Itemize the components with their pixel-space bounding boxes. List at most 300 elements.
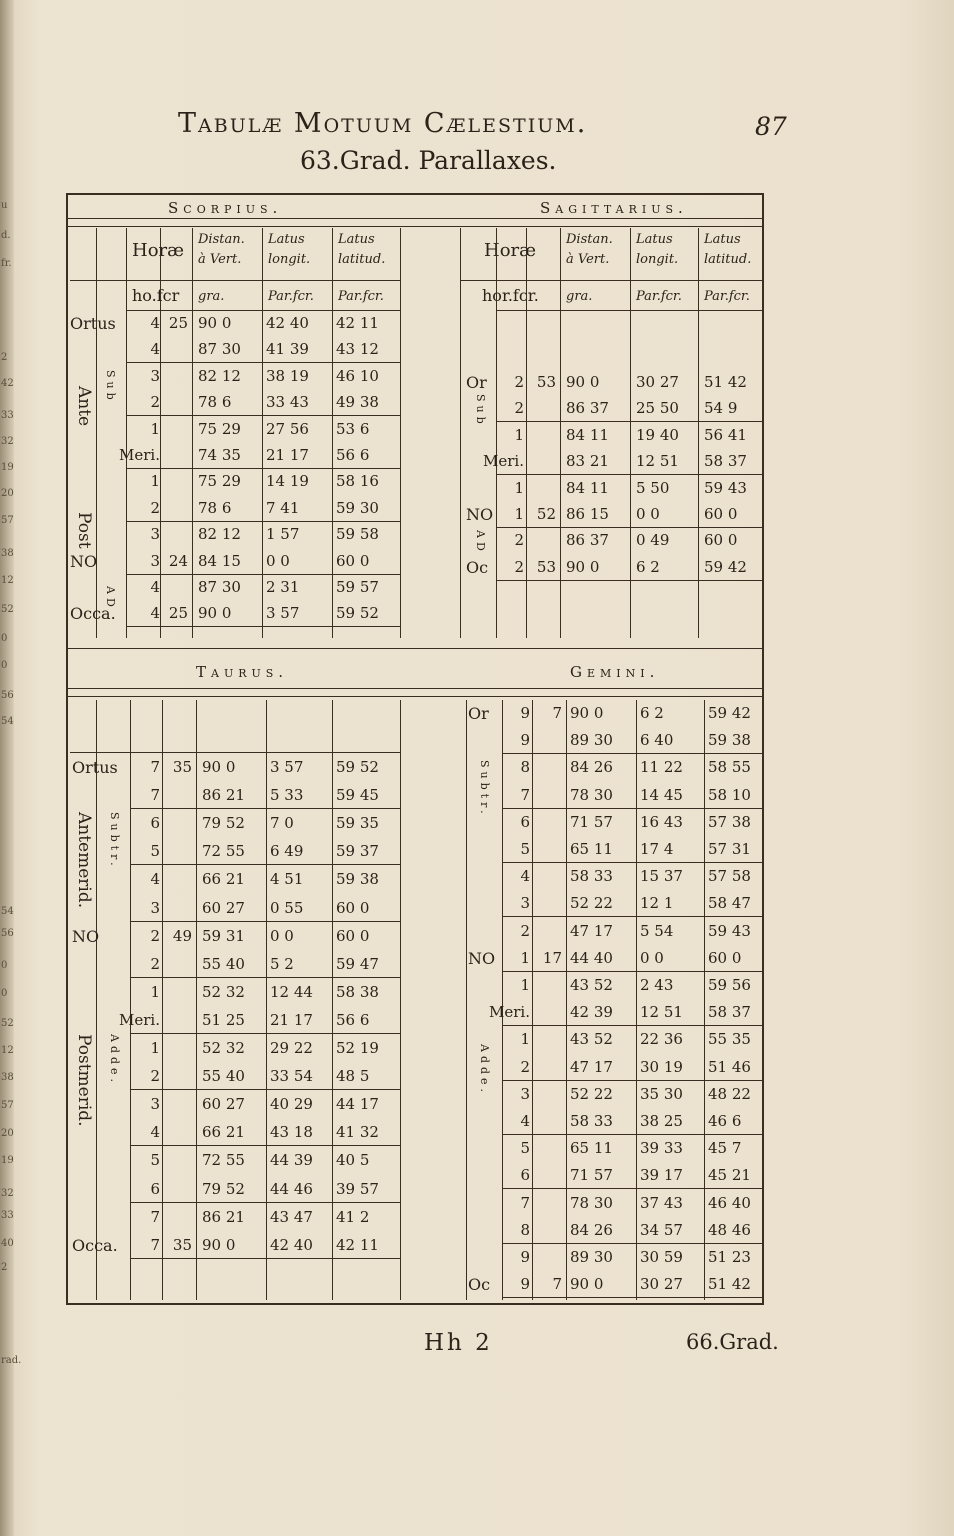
header-horae-right: Horæ (484, 240, 537, 261)
parallax-longitude-cell: 30 27 (640, 1275, 683, 1294)
parallax-latitude-cell: 58 37 (708, 1003, 751, 1022)
distance-cell: 82 12 (198, 366, 241, 385)
row-rule (496, 474, 762, 475)
parallax-latitude-cell: 58 55 (708, 758, 751, 777)
distance-cell: 71 57 (570, 1166, 613, 1185)
rule-line (68, 696, 762, 697)
parallax-latitude-cell: 46 6 (708, 1112, 742, 1130)
running-head: Tabulæ Motuum Cælestium. (178, 108, 588, 139)
row-rule (130, 1258, 400, 1259)
rule-line (566, 700, 567, 1300)
hour-cell: Meri. (119, 446, 160, 464)
margin-number: 57 (1, 515, 14, 526)
side-label-ante: Ante (74, 386, 94, 427)
row-rule (126, 521, 400, 522)
parallax-latitude-cell: 49 38 (336, 393, 379, 412)
parallax-longitude-cell: 44 46 (270, 1179, 313, 1198)
parallax-longitude-cell: 39 33 (640, 1139, 683, 1158)
hour-cell: 9 (520, 1275, 530, 1294)
distance-cell: 52 32 (202, 1039, 245, 1057)
row-rule (502, 1297, 762, 1298)
row-label: Oc (468, 1275, 491, 1295)
parallax-longitude-cell: 43 47 (270, 1207, 313, 1226)
parallax-longitude-cell: 5 54 (640, 921, 674, 940)
margin-number: 38 (1, 1072, 14, 1083)
header-horfcr-right: hor.fcr. (482, 286, 539, 305)
parallax-latitude-cell: 51 23 (708, 1248, 751, 1266)
rule-line (68, 226, 762, 227)
header-latitud-right: latitud. (704, 252, 752, 267)
rule-line (126, 310, 400, 311)
hour-cell: 4 (150, 604, 160, 623)
row-rule (496, 580, 762, 581)
hour-cell: 6 (150, 814, 160, 833)
parallax-latitude-cell: 59 58 (336, 525, 379, 544)
distance-cell: 66 21 (202, 1123, 245, 1142)
rule-line (526, 228, 527, 638)
margin-number: 32 (1, 436, 14, 447)
hour-cell: 2 (520, 1057, 530, 1076)
margin-number: 2 (1, 1262, 8, 1273)
sign-title-sagittarius: Sagittarius. (540, 199, 688, 217)
row-label: Or (466, 373, 487, 392)
row-rule (502, 1188, 762, 1189)
parallax-latitude-cell: 56 6 (336, 1010, 370, 1029)
parallax-latitude-cell: 60 0 (336, 551, 370, 570)
parallax-longitude-cell: 0 0 (636, 505, 660, 523)
rule-line (400, 228, 401, 638)
distance-cell: 42 39 (570, 1003, 613, 1022)
parallax-longitude-cell: 2 43 (640, 976, 674, 994)
hour-cell: 4 (520, 867, 530, 886)
hour-cell: 7 (150, 786, 160, 805)
side-label-post: Post (74, 512, 94, 549)
minute-cell: 53 (536, 373, 556, 391)
margin-number: rad. (1, 1355, 22, 1366)
parallax-latitude-cell: 59 47 (336, 954, 379, 973)
parallax-longitude-cell: 4 51 (270, 870, 304, 889)
hour-cell: 2 (150, 954, 160, 973)
hour-cell: 2 (150, 926, 160, 945)
side-label-postmerid: Postmerid. (74, 1034, 94, 1127)
row-rule (126, 574, 400, 575)
hour-cell: 1 (514, 478, 524, 497)
hour-cell: 5 (150, 1151, 160, 1170)
parallax-longitude-cell: 43 18 (270, 1123, 313, 1142)
distance-cell: 47 17 (570, 1057, 613, 1076)
rule-line (162, 700, 163, 1300)
distance-cell: 87 30 (198, 578, 241, 596)
rule-line (70, 280, 400, 281)
margin-number: fr. (1, 258, 12, 269)
parallax-latitude-cell: 58 10 (708, 785, 751, 804)
header-avert-right: à Vert. (566, 252, 610, 267)
parallax-latitude-cell: 59 30 (336, 498, 379, 517)
hour-cell: 7 (150, 758, 160, 776)
parallax-latitude-cell: 59 42 (704, 557, 747, 576)
distance-cell: 65 11 (570, 840, 613, 858)
margin-number: 52 (1, 1018, 14, 1029)
parallax-longitude-cell: 0 0 (270, 926, 294, 945)
rule-line (196, 700, 197, 1300)
parallax-longitude-cell: 6 2 (636, 557, 660, 576)
parallax-longitude-cell: 14 19 (266, 472, 309, 491)
parallax-longitude-cell: 5 2 (270, 954, 294, 973)
distance-cell: 74 35 (198, 446, 241, 464)
parallax-latitude-cell: 46 10 (336, 366, 379, 385)
margin-number: 0 (1, 988, 8, 999)
row-rule (130, 1089, 400, 1090)
parallax-latitude-cell: 43 12 (336, 340, 379, 359)
distance-cell: 84 26 (570, 1220, 613, 1239)
parallax-longitude-cell: 0 49 (636, 531, 670, 550)
margin-number: 56 (1, 928, 14, 939)
rule-line (560, 228, 561, 638)
parallax-longitude-cell: 11 22 (640, 758, 683, 777)
rule-line (262, 228, 263, 638)
hour-cell: 6 (520, 812, 530, 831)
minute-cell: 25 (168, 604, 188, 623)
parallax-longitude-cell: 38 25 (640, 1112, 683, 1130)
header-latus2-right: Latus (704, 232, 741, 247)
hour-cell: 3 (520, 894, 530, 913)
hour-cell: 7 (520, 785, 530, 804)
parallax-longitude-cell: 6 2 (640, 704, 664, 722)
parallax-latitude-cell: 57 58 (708, 867, 751, 886)
parallax-longitude-cell: 12 44 (270, 982, 313, 1001)
header-parfcr1-left: Par.fcr. (268, 289, 314, 304)
distance-cell: 79 52 (202, 814, 245, 833)
distance-cell: 75 29 (198, 472, 241, 491)
distance-cell: 72 55 (202, 1151, 245, 1170)
sub-label-ad-right: AD (474, 530, 487, 555)
parallax-latitude-cell: 45 21 (708, 1166, 751, 1185)
row-rule (502, 1134, 762, 1135)
hour-cell: 2 (520, 921, 530, 940)
margin-number: 0 (1, 633, 8, 644)
parallax-latitude-cell: 59 43 (704, 478, 747, 497)
parallax-longitude-cell: 39 17 (640, 1166, 683, 1185)
distance-cell: 84 11 (566, 425, 609, 444)
row-rule (130, 808, 400, 809)
hour-cell: 3 (150, 898, 160, 917)
hour-cell: 2 (150, 1067, 160, 1086)
hour-cell: 4 (150, 314, 160, 332)
parallax-latitude-cell: 52 19 (336, 1039, 379, 1057)
rule-line (332, 700, 333, 1300)
parallax-longitude-cell: 37 43 (640, 1193, 683, 1212)
parallax-latitude-cell: 41 2 (336, 1207, 370, 1226)
hour-cell: 6 (150, 1179, 160, 1198)
parallax-latitude-cell: 41 32 (336, 1123, 379, 1142)
distance-cell: 87 30 (198, 340, 241, 359)
sub-label-adde-right: Adde. (478, 1044, 491, 1097)
row-rule (130, 1202, 400, 1203)
distance-cell: 86 15 (566, 505, 609, 523)
hour-cell: Meri. (119, 1010, 160, 1029)
row-rule (502, 753, 762, 754)
hour-cell: 2 (514, 531, 524, 550)
distance-cell: 51 25 (202, 1010, 245, 1029)
margin-number: 0 (1, 660, 8, 671)
row-rule (496, 421, 762, 422)
sign-title-scorpius: Scorpius. (168, 199, 283, 217)
hour-cell: 3 (150, 525, 160, 544)
hour-cell: 7 (150, 1207, 160, 1226)
row-rule (502, 1243, 762, 1244)
parallax-longitude-cell: 12 51 (636, 452, 679, 471)
margin-number: 20 (1, 488, 14, 499)
margin-number: 42 (1, 378, 14, 389)
parallax-latitude-cell: 58 37 (704, 452, 747, 471)
distance-cell: 60 27 (202, 898, 245, 917)
sub-label-subtr-right: Subtr. (478, 760, 491, 818)
hour-cell: 3 (150, 1095, 160, 1114)
parallax-longitude-cell: 42 40 (266, 314, 309, 332)
distance-cell: 78 6 (198, 498, 232, 517)
hour-cell: 1 (150, 472, 160, 491)
parallax-latitude-cell: 59 57 (336, 578, 379, 596)
parallax-latitude-cell: 51 46 (708, 1057, 751, 1076)
distance-cell: 90 0 (198, 314, 232, 332)
row-label: Occa. (70, 604, 116, 624)
parallax-latitude-cell: 59 35 (336, 814, 379, 833)
distance-cell: 84 26 (570, 758, 613, 777)
distance-cell: 86 37 (566, 531, 609, 550)
margin-number: 40 (1, 1238, 14, 1249)
parallax-longitude-cell: 41 39 (266, 340, 309, 359)
parallax-longitude-cell: 30 59 (640, 1248, 683, 1266)
hour-cell: 9 (520, 704, 530, 722)
parallax-longitude-cell: 3 57 (270, 758, 304, 776)
distance-cell: 43 52 (570, 1030, 613, 1049)
parallax-longitude-cell: 0 0 (266, 551, 290, 570)
row-rule (130, 864, 400, 865)
distance-cell: 55 40 (202, 1067, 245, 1086)
margin-number: 54 (1, 716, 14, 727)
rule-line (460, 228, 461, 638)
page-number: 87 (755, 112, 787, 141)
sub-label-adde-left: Adde. (108, 1034, 121, 1087)
margin-number: 38 (1, 548, 14, 559)
catchword: 66.Grad. (686, 1330, 779, 1354)
margin-number: 12 (1, 1045, 14, 1056)
header-parfcr2-right: Par.fcr. (704, 289, 750, 304)
distance-cell: 84 11 (566, 478, 609, 497)
minute-cell: 17 (542, 948, 562, 967)
parallax-latitude-cell: 45 7 (708, 1139, 742, 1158)
parallax-latitude-cell: 59 38 (708, 731, 751, 750)
distance-cell: 78 6 (198, 393, 232, 412)
header-avert-left: à Vert. (198, 252, 242, 267)
distance-cell: 52 22 (570, 1084, 613, 1103)
header-longit-left: longit. (268, 252, 311, 267)
parallax-latitude-cell: 60 0 (704, 531, 738, 550)
row-label: Occa. (72, 1235, 118, 1255)
distance-cell: 86 21 (202, 786, 245, 805)
rule-line (192, 228, 193, 638)
margin-number: d. (1, 230, 11, 241)
sub-label-subtr-left: Subtr. (108, 812, 121, 870)
parallax-latitude-cell: 51 42 (704, 373, 747, 391)
distance-cell: 90 0 (198, 604, 232, 623)
header-gra-left: gra. (198, 289, 225, 304)
sub-label-sub-right: Sub (474, 394, 487, 428)
hour-cell: 5 (150, 842, 160, 861)
parallax-latitude-cell: 60 0 (336, 926, 370, 945)
hour-cell: 4 (150, 578, 160, 596)
parallax-latitude-cell: 56 6 (336, 446, 370, 464)
subheading: 63.Grad. Parallaxes. (300, 146, 557, 175)
distance-cell: 86 21 (202, 1207, 245, 1226)
parallax-latitude-cell: 58 47 (708, 894, 751, 913)
row-label: Ortus (70, 314, 116, 333)
distance-cell: 82 12 (198, 525, 241, 544)
distance-cell: 44 40 (570, 948, 613, 967)
parallax-latitude-cell: 59 38 (336, 870, 379, 889)
row-label: NO (70, 551, 98, 571)
side-label-antemerid: Antemerid. (74, 812, 94, 909)
hour-cell: 2 (514, 373, 524, 391)
parallax-longitude-cell: 12 51 (640, 1003, 683, 1022)
distance-cell: 78 30 (570, 1193, 613, 1212)
parallax-longitude-cell: 7 0 (270, 814, 294, 833)
rule-line (400, 700, 401, 1300)
hour-cell: 7 (520, 1193, 530, 1212)
header-horae-left: Horæ (132, 240, 185, 261)
distance-cell: 43 52 (570, 976, 613, 994)
margin-number: 0 (1, 960, 8, 971)
parallax-latitude-cell: 42 11 (336, 314, 379, 332)
distance-cell: 78 30 (570, 785, 613, 804)
margin-number: u (1, 200, 8, 211)
distance-cell: 59 31 (202, 926, 245, 945)
parallax-longitude-cell: 22 36 (640, 1030, 683, 1049)
hour-cell: 1 (520, 948, 530, 967)
hour-cell: 4 (520, 1112, 530, 1130)
parallax-longitude-cell: 30 27 (636, 373, 679, 391)
row-rule (502, 1025, 762, 1026)
parallax-longitude-cell: 1 57 (266, 525, 300, 544)
rule-line (126, 228, 127, 638)
distance-cell: 90 0 (202, 1235, 236, 1254)
hour-cell: 6 (520, 1166, 530, 1185)
parallax-longitude-cell: 15 37 (640, 867, 683, 886)
parallax-latitude-cell: 54 9 (704, 399, 738, 418)
row-label: Or (468, 704, 489, 723)
distance-cell: 90 0 (570, 1275, 604, 1294)
parallax-longitude-cell: 6 40 (640, 731, 674, 750)
distance-cell: 79 52 (202, 1179, 245, 1198)
margin-number: 19 (1, 1155, 14, 1166)
parallax-latitude-cell: 42 11 (336, 1235, 379, 1254)
distance-cell: 47 17 (570, 921, 613, 940)
header-latus2-left: Latus (338, 232, 375, 247)
row-label: Oc (466, 557, 489, 577)
parallax-latitude-cell: 56 41 (704, 425, 747, 444)
row-rule (496, 527, 762, 528)
hour-cell: 1 (150, 1039, 160, 1057)
distance-cell: 65 11 (570, 1139, 613, 1158)
row-rule (502, 862, 762, 863)
signature-mark: Hh 2 (424, 1330, 493, 1356)
parallax-latitude-cell: 60 0 (336, 898, 370, 917)
row-label: Ortus (72, 758, 118, 777)
parallax-longitude-cell: 44 39 (270, 1151, 313, 1170)
parallax-longitude-cell: 0 0 (640, 948, 664, 967)
parallax-latitude-cell: 59 52 (336, 758, 379, 776)
rule-line (266, 700, 267, 1300)
distance-cell: 89 30 (570, 731, 613, 750)
margin-number: 54 (1, 906, 14, 917)
rule-line (96, 700, 97, 1300)
hour-cell: 5 (520, 1139, 530, 1158)
parallax-longitude-cell: 3 57 (266, 604, 300, 623)
hour-cell: 1 (520, 1030, 530, 1049)
minute-cell: 7 (552, 704, 562, 722)
parallax-longitude-cell: 25 50 (636, 399, 679, 418)
row-label: NO (466, 505, 494, 524)
hour-cell: 2 (514, 399, 524, 418)
margin-number: 57 (1, 1100, 14, 1111)
distance-cell: 90 0 (566, 557, 600, 576)
row-rule (130, 921, 400, 922)
parallax-latitude-cell: 59 56 (708, 976, 751, 994)
row-rule (130, 1145, 400, 1146)
parallax-longitude-cell: 16 43 (640, 812, 683, 831)
parallax-latitude-cell: 44 17 (336, 1095, 379, 1114)
distance-cell: 72 55 (202, 842, 245, 861)
hour-cell: 1 (150, 419, 160, 438)
parallax-longitude-cell: 6 49 (270, 842, 304, 861)
parallax-longitude-cell: 33 54 (270, 1067, 313, 1086)
parallax-latitude-cell: 57 38 (708, 812, 751, 831)
parallax-longitude-cell: 38 19 (266, 366, 309, 385)
parallax-longitude-cell: 40 29 (270, 1095, 313, 1114)
margin-number: 20 (1, 1128, 14, 1139)
rule-line (502, 700, 503, 1300)
rule-line (68, 218, 762, 219)
parallax-latitude-cell: 46 40 (708, 1193, 751, 1212)
rule-line (630, 228, 631, 638)
header-latus1-left: Latus (268, 232, 305, 247)
row-rule (130, 1033, 400, 1034)
parallax-latitude-cell: 59 42 (708, 704, 751, 722)
parallax-longitude-cell: 21 17 (270, 1010, 313, 1029)
row-rule (126, 468, 400, 469)
margin-number: 12 (1, 575, 14, 586)
minute-cell: 35 (172, 758, 192, 776)
hour-cell: 9 (520, 731, 530, 750)
row-label: NO (72, 926, 100, 946)
parallax-longitude-cell: 42 40 (270, 1235, 313, 1254)
hour-cell: 1 (150, 982, 160, 1001)
parallax-longitude-cell: 5 33 (270, 786, 304, 805)
parallax-latitude-cell: 59 52 (336, 604, 379, 623)
hour-cell: 9 (520, 1248, 530, 1266)
minute-cell: 53 (536, 557, 556, 576)
distance-cell: 52 22 (570, 894, 613, 913)
parallax-latitude-cell: 59 45 (336, 786, 379, 805)
margin-number: 33 (1, 410, 14, 421)
distance-cell: 71 57 (570, 812, 613, 831)
rule-line (68, 688, 762, 689)
parallax-latitude-cell: 51 42 (708, 1275, 751, 1294)
distance-cell: 90 0 (202, 758, 236, 776)
distance-cell: 66 21 (202, 870, 245, 889)
parallax-longitude-cell: 29 22 (270, 1039, 313, 1057)
hour-cell: 7 (150, 1235, 160, 1254)
